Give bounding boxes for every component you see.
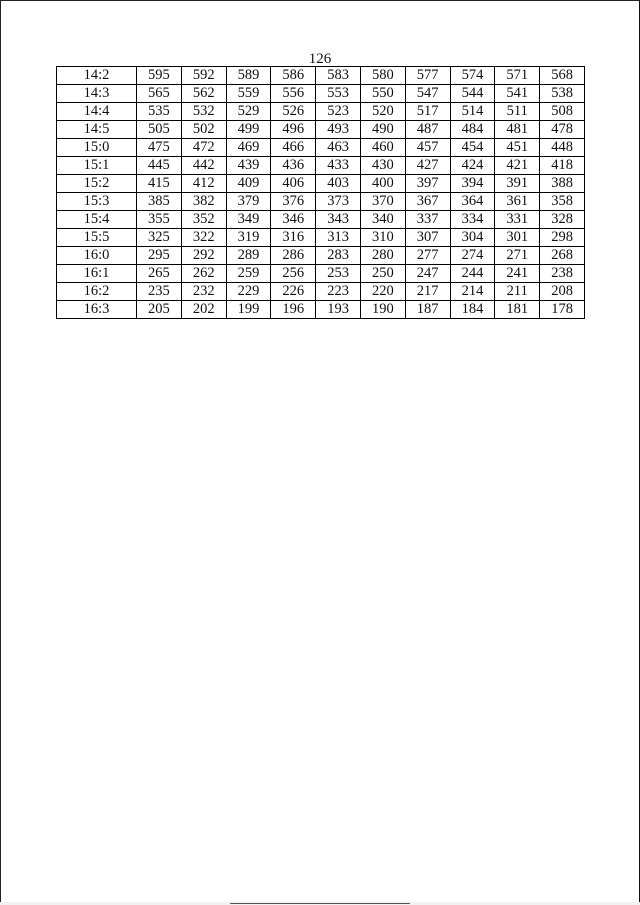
value-cell: 535 — [137, 103, 182, 121]
value-cell: 334 — [450, 211, 495, 229]
value-cell: 253 — [316, 265, 361, 283]
value-cell: 556 — [271, 85, 316, 103]
value-cell: 313 — [316, 229, 361, 247]
value-cell: 412 — [181, 175, 226, 193]
value-cell: 181 — [495, 301, 540, 319]
value-cell: 295 — [137, 247, 182, 265]
value-cell: 280 — [360, 247, 405, 265]
value-cell: 307 — [405, 229, 450, 247]
value-cell: 352 — [181, 211, 226, 229]
value-cell: 448 — [540, 139, 585, 157]
value-cell: 214 — [450, 283, 495, 301]
value-cell: 364 — [450, 193, 495, 211]
row-label-cell: 15:1 — [57, 157, 137, 175]
value-cell: 565 — [137, 85, 182, 103]
table-row — [57, 103, 585, 121]
value-cell: 574 — [450, 67, 495, 85]
value-cell: 394 — [450, 175, 495, 193]
value-cell: 241 — [495, 265, 540, 283]
value-cell: 436 — [271, 157, 316, 175]
value-cell: 247 — [405, 265, 450, 283]
value-cell: 592 — [181, 67, 226, 85]
value-cell: 388 — [540, 175, 585, 193]
value-cell: 511 — [495, 103, 540, 121]
value-cell: 382 — [181, 193, 226, 211]
table-row — [57, 265, 585, 283]
row-label-cell: 16:0 — [57, 247, 137, 265]
value-cell: 439 — [226, 157, 271, 175]
value-cell: 526 — [271, 103, 316, 121]
value-cell: 484 — [450, 121, 495, 139]
value-cell: 265 — [137, 265, 182, 283]
value-cell: 433 — [316, 157, 361, 175]
value-cell: 337 — [405, 211, 450, 229]
value-cell: 256 — [271, 265, 316, 283]
value-cell: 343 — [316, 211, 361, 229]
score-table — [56, 66, 585, 319]
value-cell: 424 — [450, 157, 495, 175]
row-label-cell: 14:4 — [57, 103, 137, 121]
value-cell: 505 — [137, 121, 182, 139]
value-cell: 274 — [450, 247, 495, 265]
value-cell: 577 — [405, 67, 450, 85]
value-cell: 268 — [540, 247, 585, 265]
value-cell: 319 — [226, 229, 271, 247]
value-cell: 277 — [405, 247, 450, 265]
value-cell: 196 — [271, 301, 316, 319]
value-cell: 244 — [450, 265, 495, 283]
value-cell: 220 — [360, 283, 405, 301]
value-cell: 355 — [137, 211, 182, 229]
value-cell: 490 — [360, 121, 405, 139]
table-row — [57, 229, 585, 247]
value-cell: 211 — [495, 283, 540, 301]
value-cell: 520 — [360, 103, 405, 121]
value-cell: 418 — [540, 157, 585, 175]
value-cell: 400 — [360, 175, 405, 193]
value-cell: 217 — [405, 283, 450, 301]
value-cell: 421 — [495, 157, 540, 175]
value-cell: 322 — [181, 229, 226, 247]
value-cell: 271 — [495, 247, 540, 265]
value-cell: 226 — [271, 283, 316, 301]
value-cell: 286 — [271, 247, 316, 265]
value-cell: 529 — [226, 103, 271, 121]
value-cell: 415 — [137, 175, 182, 193]
value-cell: 538 — [540, 85, 585, 103]
value-cell: 403 — [316, 175, 361, 193]
value-cell: 478 — [540, 121, 585, 139]
value-cell: 193 — [316, 301, 361, 319]
table-row — [57, 175, 585, 193]
value-cell: 379 — [226, 193, 271, 211]
page-bottom-line — [230, 903, 410, 904]
value-cell: 202 — [181, 301, 226, 319]
value-cell: 361 — [495, 193, 540, 211]
page-number: 126 — [308, 51, 332, 67]
value-cell: 199 — [226, 301, 271, 319]
value-cell: 451 — [495, 139, 540, 157]
value-cell: 373 — [316, 193, 361, 211]
row-label-cell: 14:3 — [57, 85, 137, 103]
value-cell: 580 — [360, 67, 405, 85]
row-label-cell: 16:1 — [57, 265, 137, 283]
value-cell: 229 — [226, 283, 271, 301]
value-cell: 367 — [405, 193, 450, 211]
table-row — [57, 193, 585, 211]
table-row — [57, 211, 585, 229]
value-cell: 235 — [137, 283, 182, 301]
value-cell: 340 — [360, 211, 405, 229]
value-cell: 331 — [495, 211, 540, 229]
value-cell: 460 — [360, 139, 405, 157]
value-cell: 583 — [316, 67, 361, 85]
row-label-cell: 16:3 — [57, 301, 137, 319]
value-cell: 349 — [226, 211, 271, 229]
value-cell: 304 — [450, 229, 495, 247]
value-cell: 559 — [226, 85, 271, 103]
value-cell: 544 — [450, 85, 495, 103]
value-cell: 553 — [316, 85, 361, 103]
value-cell: 571 — [495, 67, 540, 85]
value-cell: 310 — [360, 229, 405, 247]
row-label-cell: 15:3 — [57, 193, 137, 211]
value-cell: 262 — [181, 265, 226, 283]
row-label-cell: 14:2 — [57, 67, 137, 85]
value-cell: 208 — [540, 283, 585, 301]
value-cell: 445 — [137, 157, 182, 175]
row-label-cell: 15:0 — [57, 139, 137, 157]
row-label-cell: 15:5 — [57, 229, 137, 247]
value-cell: 430 — [360, 157, 405, 175]
row-label-cell: 15:2 — [57, 175, 137, 193]
value-cell: 475 — [137, 139, 182, 157]
value-cell: 283 — [316, 247, 361, 265]
value-cell: 250 — [360, 265, 405, 283]
value-cell: 406 — [271, 175, 316, 193]
table-row — [57, 157, 585, 175]
value-cell: 469 — [226, 139, 271, 157]
row-label-cell: 16:2 — [57, 283, 137, 301]
value-cell: 496 — [271, 121, 316, 139]
value-cell: 493 — [316, 121, 361, 139]
table-row — [57, 67, 585, 85]
value-cell: 463 — [316, 139, 361, 157]
value-cell: 178 — [540, 301, 585, 319]
value-cell: 385 — [137, 193, 182, 211]
value-cell: 532 — [181, 103, 226, 121]
value-cell: 541 — [495, 85, 540, 103]
value-cell: 358 — [540, 193, 585, 211]
value-cell: 190 — [360, 301, 405, 319]
value-cell: 427 — [405, 157, 450, 175]
value-cell: 259 — [226, 265, 271, 283]
value-cell: 187 — [405, 301, 450, 319]
value-cell: 376 — [271, 193, 316, 211]
value-cell: 454 — [450, 139, 495, 157]
value-cell: 442 — [181, 157, 226, 175]
value-cell: 523 — [316, 103, 361, 121]
value-cell: 325 — [137, 229, 182, 247]
value-cell: 457 — [405, 139, 450, 157]
value-cell: 514 — [450, 103, 495, 121]
value-cell: 550 — [360, 85, 405, 103]
table-row — [57, 283, 585, 301]
table-body — [57, 67, 585, 319]
table-row — [57, 121, 585, 139]
value-cell: 301 — [495, 229, 540, 247]
value-cell: 346 — [271, 211, 316, 229]
value-cell: 298 — [540, 229, 585, 247]
value-cell: 472 — [181, 139, 226, 157]
value-cell: 397 — [405, 175, 450, 193]
value-cell: 589 — [226, 67, 271, 85]
row-label-cell: 14:5 — [57, 121, 137, 139]
value-cell: 568 — [540, 67, 585, 85]
value-cell: 502 — [181, 121, 226, 139]
table-row — [57, 139, 585, 157]
value-cell: 316 — [271, 229, 316, 247]
value-cell: 238 — [540, 265, 585, 283]
value-cell: 232 — [181, 283, 226, 301]
value-cell: 184 — [450, 301, 495, 319]
table-row — [57, 247, 585, 265]
value-cell: 328 — [540, 211, 585, 229]
value-cell: 481 — [495, 121, 540, 139]
value-cell: 499 — [226, 121, 271, 139]
value-cell: 547 — [405, 85, 450, 103]
value-cell: 289 — [226, 247, 271, 265]
value-cell: 508 — [540, 103, 585, 121]
value-cell: 517 — [405, 103, 450, 121]
value-cell: 205 — [137, 301, 182, 319]
value-cell: 391 — [495, 175, 540, 193]
value-cell: 487 — [405, 121, 450, 139]
value-cell: 466 — [271, 139, 316, 157]
value-cell: 595 — [137, 67, 182, 85]
value-cell: 223 — [316, 283, 361, 301]
row-label-cell: 15:4 — [57, 211, 137, 229]
value-cell: 292 — [181, 247, 226, 265]
value-cell: 562 — [181, 85, 226, 103]
value-cell: 586 — [271, 67, 316, 85]
value-cell: 409 — [226, 175, 271, 193]
table-row — [57, 85, 585, 103]
table-row — [57, 301, 585, 319]
value-cell: 370 — [360, 193, 405, 211]
